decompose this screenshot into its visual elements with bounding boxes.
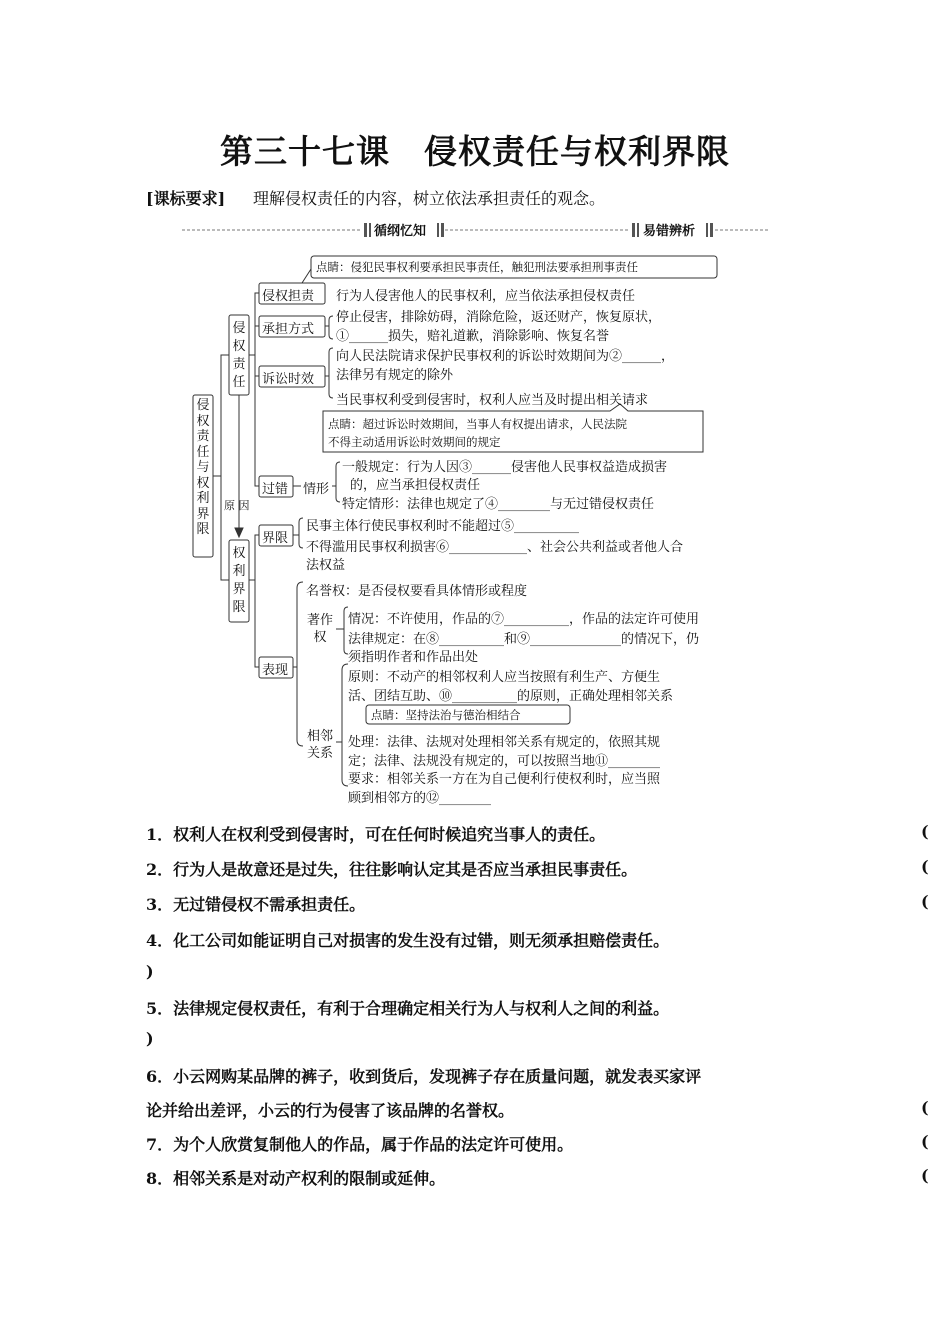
question-1: 1．权利人在权利受到侵害时，可在任何时候追究当事人的责任。 <box>146 825 606 844</box>
question-6-line2: 论并给出差评，小云的行为侵害了该品牌的名誉权。 <box>146 1101 515 1120</box>
text-reputation: 名誉权：是否侵权要看具体情形或程度 <box>306 584 528 599</box>
label-neighbor: 相邻关系 <box>306 729 333 761</box>
question-3: 3．无过错侵权不需承担责任。 <box>146 895 366 914</box>
text-boundary-1: 民事主体行使民事权利时不能超过⑤__________ <box>306 519 580 534</box>
note-civil-criminal: 点睛：侵犯民事权利要承担民事责任，触犯刑法要承担刑事责任 <box>316 260 638 274</box>
text-boundary-2: 不得滥用民事权利损害⑥____________、社会公共利益或者他人合 <box>306 540 684 555</box>
standard-label: [课标要求] <box>146 189 226 208</box>
question-7: 7．为个人欣赏复制他人的作品，属于作品的法定许可使用。 <box>146 1135 574 1154</box>
answer-bracket-2[interactable]: ( <box>921 857 929 876</box>
question-8: 8．相邻关系是对动产权利的限制或延伸。 <box>146 1169 446 1188</box>
answer-bracket-8[interactable]: ( <box>921 1166 929 1185</box>
node-manifestation: 表现 <box>262 663 289 678</box>
question-2: 2．行为人是故意还是过失，往往影响认定其是否应当承担民事责任。 <box>146 860 638 879</box>
text-limitation-2: 法律另有规定的除外 <box>336 368 454 383</box>
text-copyright-1: 情况：不许使用，作品的⑦__________，作品的法定许可使用 <box>348 612 700 627</box>
note-limitation-1: 点睛：超过诉讼时效期间，当事人有权提出请求，人民法院 <box>328 417 627 431</box>
text-infringement: 行为人侵害他人的民事权利，应当依法承担侵权责任 <box>336 289 636 304</box>
answer-bracket-4[interactable]: ) <box>146 962 154 981</box>
text-copyright-2: 法律规定：在⑧__________和⑨______________的情况下，仍 <box>348 632 700 647</box>
text-neighbor-2: 活、团结互助、⑩__________的原则，正确处理相邻关系 <box>348 689 674 704</box>
answer-bracket-7[interactable]: ( <box>921 1132 929 1151</box>
node-methods: 承担方式 <box>262 322 315 337</box>
text-boundary-3: 法权益 <box>306 558 346 573</box>
text-fault-1: 一般规定：行为人因③______侵害他人民事权益造成损害 <box>342 460 668 475</box>
node-fault: 过错 <box>262 482 289 497</box>
answer-bracket-1[interactable]: ( <box>921 822 929 841</box>
question-6-line1: 6．小云网购某品牌的裤子，收到货后，发现裤子存在质量问题，就发表买家评 <box>146 1067 702 1086</box>
text-copyright-3: 须指明作者和作品出处 <box>348 650 479 665</box>
answer-bracket-6[interactable]: ( <box>921 1098 929 1117</box>
question-5: 5．法律规定侵权责任，有利于合理确定相关行为人与权利人之间的利益。 <box>146 999 670 1018</box>
label-copyright: 著作权 <box>306 613 333 645</box>
node-boundary: 界限 <box>262 531 289 546</box>
root-node: 侵权责任与权利界限 <box>196 398 210 537</box>
note-rule-of-law: 点睛：坚持法治与德治相结合 <box>371 708 521 722</box>
text-limitation-1: 向人民法院请求保护民事权利的诉讼时效期间为②______， <box>336 349 675 364</box>
page-title: 第三十七课 侵权责任与权利界限 <box>220 132 730 171</box>
text-neighbor-3: 处理：法律、法规对处理相邻关系有规定的，依照其规 <box>348 735 661 750</box>
text-neighbor-4: 定；法律、法规没有规定的，可以按照当地⑪________ <box>348 754 661 769</box>
cause-label: 原 因 <box>224 499 250 512</box>
note-limitation-2: 不得主动适用诉讼时效期间的规定 <box>328 435 501 449</box>
text-neighbor-5: 要求：相邻关系一方在为自己便利行使权利时，应当照 <box>348 772 661 787</box>
text-fault-2: 的，应当承担侵权责任 <box>350 478 481 493</box>
section-header-review: 循纲忆知 <box>374 224 427 239</box>
text-methods-2: ①______损失，赔礼道歉，消除影响、恢复名誉 <box>336 329 610 344</box>
text-methods-1: 停止侵害，排除妨碍，消除危险，返还财产，恢复原状， <box>336 310 662 325</box>
section-header-errors: 易错辨析 <box>643 224 696 239</box>
branch-infringement: 侵权责任 <box>232 321 246 390</box>
answer-bracket-3[interactable]: ( <box>921 892 929 911</box>
label-fault-cases: 情形 <box>303 482 330 497</box>
text-fault-3: 特定情形：法律也规定了④________与无过错侵权责任 <box>342 497 655 512</box>
standard-text: 理解侵权责任的内容，树立依法承担责任的观念。 <box>253 189 606 208</box>
question-4: 4．化工公司如能证明自己对损害的发生没有过错，则无须承担赔偿责任。 <box>146 931 670 950</box>
node-limitation: 诉讼时效 <box>262 372 315 387</box>
branch-rights-limit: 权利界限 <box>232 546 246 615</box>
node-infringement-liability: 侵权担责 <box>262 289 315 304</box>
text-limitation-3: 当民事权利受到侵害时，权利人应当及时提出相关请求 <box>336 393 649 408</box>
text-neighbor-1: 原则：不动产的相邻权利人应当按照有利生产、方便生 <box>348 670 661 685</box>
answer-bracket-5[interactable]: ) <box>146 1029 154 1048</box>
text-neighbor-6: 顾到相邻方的⑫________ <box>348 791 492 806</box>
